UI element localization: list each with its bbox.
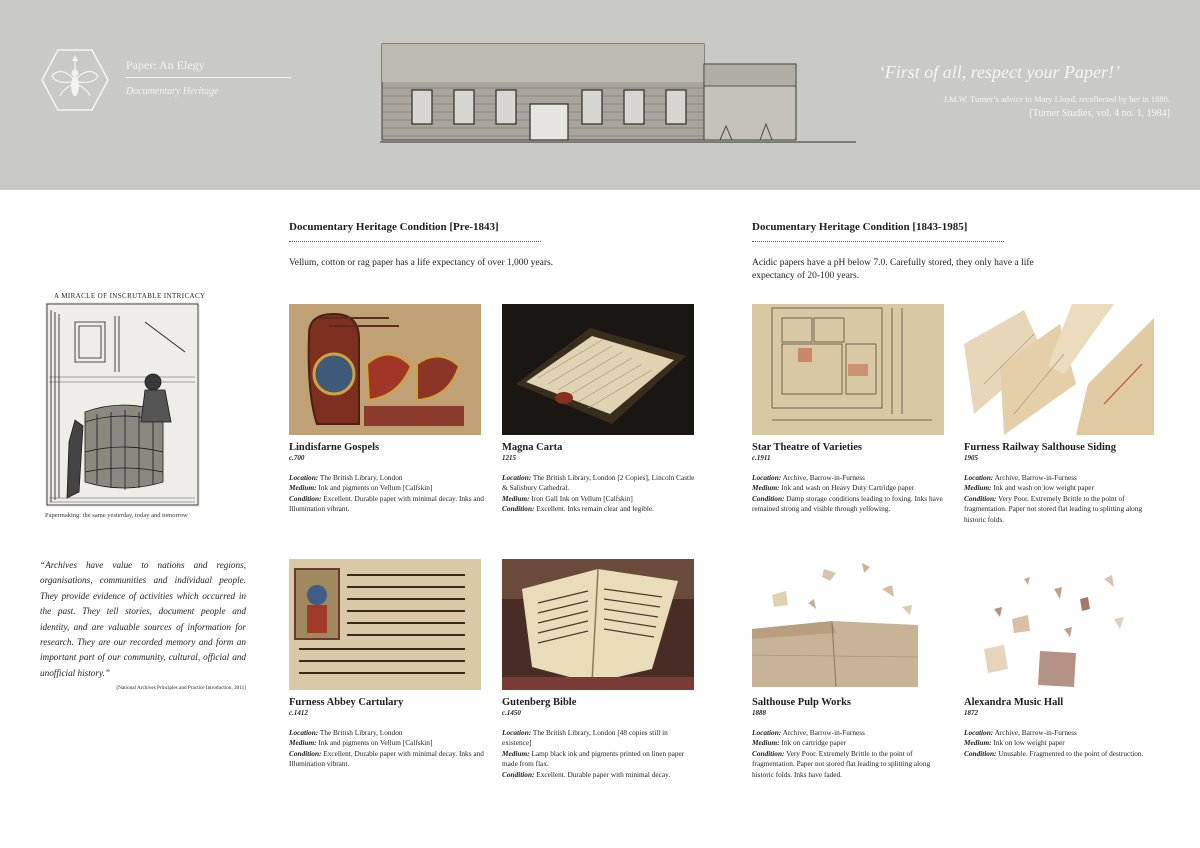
item-furness-railway — [964, 304, 1159, 525]
item-condition: Very Poor. Extremely Brittle to the point of fragmentation. Paper not stored flat leading to splitting along historic folds. Inks have faded. — [752, 748, 931, 779]
condition-label: Condition: — [964, 493, 997, 503]
location-label: Location: — [752, 728, 782, 737]
item-date: c.1911 — [752, 454, 771, 462]
location-label: Location: — [752, 473, 782, 482]
item-location: Archive, Barrow-in-Furness — [994, 473, 1077, 482]
item-date: c.700 — [289, 454, 305, 462]
medium-label: Medium: — [964, 738, 992, 748]
lindisfarne-gospels-image — [289, 304, 481, 435]
item-details — [964, 728, 1159, 759]
medium-label: Medium: — [502, 493, 530, 503]
item-condition: Excellent. Durable paper with minimal decay. Inks and Illumination vibrant. — [289, 748, 484, 769]
medium-label: Medium: — [289, 483, 317, 493]
item-name: Furness Abbey Cartulary — [289, 697, 404, 708]
location-label: Location: — [289, 473, 319, 482]
item-medium: Ink and wash on low weight paper — [993, 483, 1094, 493]
condition-label: Condition: — [964, 748, 997, 758]
condition-label: Condition: — [289, 748, 322, 758]
item-medium: Ink on low weight paper — [993, 738, 1065, 748]
medium-label: Medium: — [964, 483, 992, 493]
item-star-theatre — [752, 304, 947, 515]
section-intro-1843-1985: Acidic papers have a pH below 7.0. Carefully stored, they only have a life expectancy of 20-100 years. — [752, 258, 1034, 281]
item-alexandra-music-hall — [964, 559, 1159, 759]
condition-label: Condition: — [502, 769, 535, 779]
item-details — [752, 473, 947, 515]
salthouse-pulp-works-image — [752, 559, 944, 690]
item-medium: Iron Gall Ink on Vellum [Calfskin] — [531, 493, 633, 503]
woodcut-caption-top: A MIRACLE OF INSCRUTABLE INTRICACY — [54, 292, 206, 300]
section-title-1843-1985: Documentary Heritage Condition [1843-1985] — [752, 221, 968, 233]
item-condition: Damp storage conditions leading to foxing. Inks have remained strong and visible through yellowing. — [752, 493, 943, 514]
item-details — [289, 473, 484, 515]
alexandra-music-hall-image — [964, 559, 1156, 690]
brand-title: Paper: An Elegy — [126, 58, 205, 72]
item-gutenberg-bible — [502, 559, 697, 780]
item-location: Archive, Barrow-in-Furness — [782, 728, 865, 737]
item-medium: Lamp black ink and pigments printed on linen paper made from flax. — [502, 748, 685, 769]
medium-label: Medium: — [502, 748, 530, 758]
item-condition: Unusable. Fragmented to the point of destruction. — [998, 748, 1144, 758]
condition-label: Condition: — [752, 748, 785, 758]
medium-label: Medium: — [752, 483, 780, 493]
archives-quote-source: [National Archives Principles and Practice Introduction, 2011] — [116, 685, 246, 691]
item-details — [752, 728, 947, 780]
item-medium: Ink and pigments on Vellum [Calfskin] — [318, 738, 433, 748]
item-magna-carta — [502, 304, 697, 515]
archives-quote: “Archives have value to nations and regions, organisations, communities and individual people. They provide evidence of activities which occurred in the past. They tell stories, document people and identity, and are valuable sources of information for research. They are our recorded memory and form an important part of our community, cultural, official and unofficial history.” — [40, 560, 246, 678]
item-condition: Very Poor. Extremely Brittle to the point of fragmentation. Paper not stored flat leading to splitting along historic folds. — [964, 493, 1143, 524]
item-name: Alexandra Music Hall — [964, 697, 1064, 708]
item-location: The British Library, London — [319, 473, 403, 482]
building-elevation-drawing — [380, 40, 856, 148]
papermaking-woodcut-image — [45, 302, 200, 507]
section-intro-pre-1843: Vellum, cotton or rag paper has a life expectancy of over 1,000 years. — [289, 258, 554, 268]
item-date: 1872 — [964, 709, 978, 717]
item-date: c.1412 — [289, 709, 308, 717]
item-medium: Ink on cartridge paper — [781, 738, 847, 748]
location-label: Location: — [502, 473, 532, 482]
item-date: 1888 — [752, 709, 766, 717]
condition-label: Condition: — [502, 504, 535, 514]
magna-carta-image — [502, 304, 694, 435]
location-label: Location: — [502, 728, 532, 737]
item-condition: Excellent. Durable paper with minimal decay. — [536, 769, 671, 779]
item-details — [502, 728, 697, 780]
location-label: Location: — [964, 728, 994, 737]
item-lindisfarne-gospels — [289, 304, 484, 515]
item-date: c.1450 — [502, 709, 521, 717]
turner-quote-source: [Turner Studies, vol. 4 no. 1, 1984] — [1029, 108, 1170, 119]
item-medium: Ink and wash on Heavy Duty Cartridge paper — [781, 483, 915, 493]
condition-label: Condition: — [752, 493, 785, 503]
item-name: Salthouse Pulp Works — [752, 697, 852, 708]
item-name: Furness Railway Salthouse Siding — [964, 442, 1116, 453]
bee-hexagon-icon — [40, 48, 110, 112]
medium-label: Medium: — [752, 738, 780, 748]
item-location: Archive, Barrow-in-Furness — [782, 473, 865, 482]
item-name: Magna Carta — [502, 442, 563, 453]
woodcut-caption-bottom: Papermaking: the same yesterday, today and tomorrow — [45, 512, 188, 519]
gutenberg-bible-image — [502, 559, 694, 690]
item-date: 1215 — [502, 454, 516, 462]
medium-label: Medium: — [289, 738, 317, 748]
section-title-pre-1843: Documentary Heritage Condition [Pre-1843] — [289, 221, 499, 233]
item-details — [289, 728, 484, 770]
section-divider-pre-1843 — [289, 241, 541, 242]
item-location: The British Library, London [2 Copies], Lincoln Castle & Salisbury Cathedral. — [502, 473, 695, 493]
turner-quote-credit: J.M.W. Turner’s advice to Mary Lloyd, recollected by her in 1880. — [943, 94, 1170, 104]
item-location: Archive, Barrow-in-Furness — [994, 728, 1077, 737]
section-divider-1843-1985 — [752, 241, 1004, 242]
furness-abbey-cartulary-image — [289, 559, 481, 690]
header-band — [0, 0, 1200, 190]
brand-divider — [126, 77, 291, 78]
item-condition: Excellent. Durable paper with minimal decay. Inks and Illumination vibrant. — [289, 493, 484, 514]
item-name: Gutenberg Bible — [502, 697, 577, 708]
item-condition: Excellent. Inks remain clear and legible. — [536, 504, 654, 514]
item-medium: Ink and pigments on Vellum [Calfskin] — [318, 483, 433, 493]
item-furness-abbey-cartulary — [289, 559, 484, 770]
item-name: Lindisfarne Gospels — [289, 442, 380, 453]
item-details — [502, 473, 697, 515]
location-label: Location: — [964, 473, 994, 482]
brand-subtitle: Documentary Heritage — [126, 86, 219, 97]
turner-quote: ‘First of all, respect your Paper!’ — [878, 62, 1120, 82]
condition-label: Condition: — [289, 493, 322, 503]
item-location: The British Library, London [48 copies still in existence] — [502, 728, 668, 748]
location-label: Location: — [289, 728, 319, 737]
item-details — [964, 473, 1159, 525]
furness-railway-plan-image — [964, 304, 1156, 435]
item-salthouse-pulp-works — [752, 559, 947, 780]
item-location: The British Library, London — [319, 728, 403, 737]
star-theatre-plan-image — [752, 304, 944, 435]
item-date: 1905 — [964, 454, 978, 462]
item-name: Star Theatre of Varieties — [752, 442, 862, 453]
